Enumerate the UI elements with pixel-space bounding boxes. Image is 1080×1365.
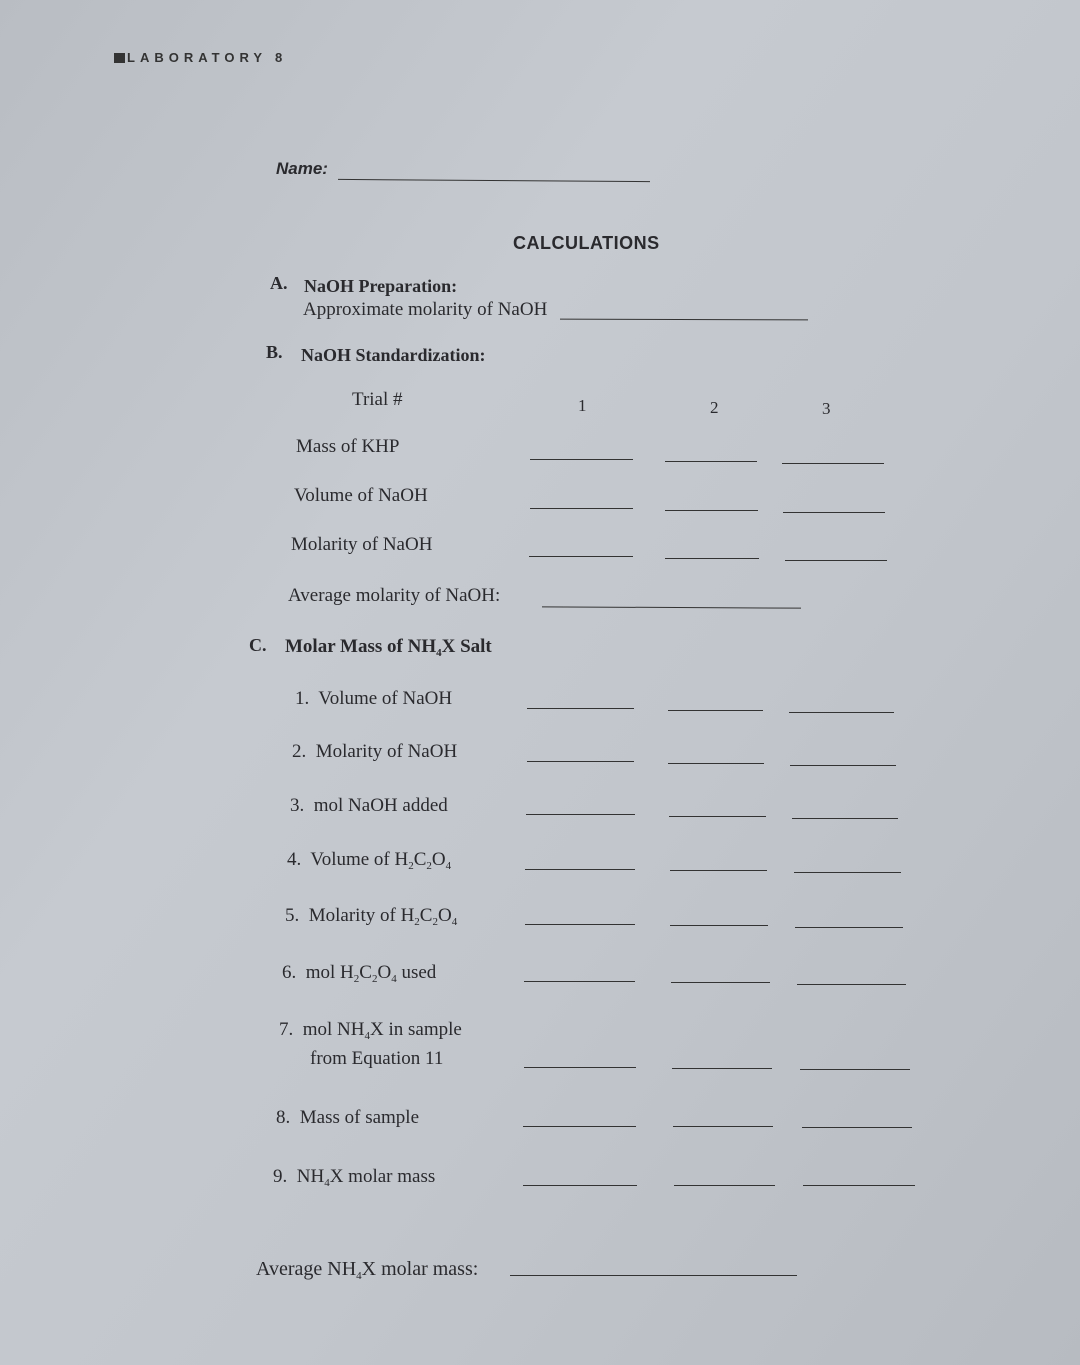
mass-khp-label: Mass of KHP xyxy=(296,436,400,457)
average-molar-mass-label: Average $NH_4X$ molar mass: xyxy=(256,1258,479,1282)
item-9-trial-1[interactable] xyxy=(523,1185,637,1186)
section-b-heading: NaOH Standardization: xyxy=(301,345,486,365)
item-2-label: 2. Molarity of NaOH xyxy=(292,741,458,762)
item-9-trial-3[interactable] xyxy=(803,1185,915,1186)
item-6-label: 6. mol $H_2C_2O_4$ used xyxy=(282,962,437,985)
item-6-trial-2[interactable] xyxy=(671,982,770,983)
item-4-trial-3[interactable] xyxy=(794,872,901,873)
section-c-heading: Molar Mass of $NH_4X$ Salt xyxy=(285,636,492,659)
lab-number: 8 xyxy=(275,50,288,65)
approx-molarity-label: Approximate molarity of NaOH xyxy=(303,299,548,320)
trial-label: Trial # xyxy=(352,389,403,410)
volume-naoh-b-trial-2[interactable] xyxy=(665,510,758,511)
item-5-trial-2[interactable] xyxy=(670,925,768,926)
volume-naoh-b-trial-1[interactable] xyxy=(530,508,633,509)
volume-naoh-b-trial-3[interactable] xyxy=(783,512,885,513)
name-field[interactable] xyxy=(338,179,650,182)
section-a-letter: A. xyxy=(270,273,288,293)
item-1-label: 1. Volume of NaOH xyxy=(295,688,453,709)
molarity-naoh-b-label: Molarity of NaOH xyxy=(291,534,433,555)
item-7-trial-2[interactable] xyxy=(672,1068,772,1069)
item-9-label: 9. $NH_4X$ molar mass xyxy=(273,1166,436,1189)
section-a-heading: NaOH Preparation: xyxy=(304,276,458,296)
trial-1-header: 1 xyxy=(578,396,587,415)
average-molarity-label: Average molarity of NaOH: xyxy=(288,585,501,606)
item-9-trial-2[interactable] xyxy=(674,1185,775,1186)
item-3-trial-1[interactable] xyxy=(526,814,635,815)
trial-2-header: 2 xyxy=(710,398,719,417)
item-3-trial-2[interactable] xyxy=(669,816,766,817)
page-title: CALCULATIONS xyxy=(513,233,660,253)
trial-3-header: 3 xyxy=(822,399,831,418)
item-8-label: 8. Mass of sample xyxy=(276,1107,420,1128)
lab-header-text: LABORATORY xyxy=(127,50,268,65)
item-4-trial-1[interactable] xyxy=(525,869,635,870)
average-molarity-field[interactable] xyxy=(542,606,801,608)
mass-khp-trial-3[interactable] xyxy=(782,463,884,464)
item-2-trial-3[interactable] xyxy=(790,765,896,766)
item-7-trial-1[interactable] xyxy=(524,1067,636,1068)
item-1-trial-1[interactable] xyxy=(527,708,634,709)
item-5-trial-3[interactable] xyxy=(795,927,903,928)
volume-naoh-b-label: Volume of NaOH xyxy=(294,485,428,506)
average-molar-mass-field[interactable] xyxy=(510,1275,797,1276)
item-5-trial-1[interactable] xyxy=(525,924,635,925)
item-4-trial-2[interactable] xyxy=(670,870,767,871)
item-1-trial-2[interactable] xyxy=(668,710,763,711)
item-6-trial-1[interactable] xyxy=(524,981,635,982)
item-2-trial-1[interactable] xyxy=(527,761,634,762)
item-3-trial-3[interactable] xyxy=(792,818,898,819)
item-8-trial-1[interactable] xyxy=(523,1126,636,1127)
mass-khp-trial-1[interactable] xyxy=(530,459,633,460)
name-label: Name: xyxy=(276,159,328,178)
mass-khp-trial-2[interactable] xyxy=(665,461,757,462)
lab-header xyxy=(114,50,287,65)
section-b-letter: B. xyxy=(266,342,283,362)
section-c-letter: C. xyxy=(249,635,267,655)
item-8-trial-2[interactable] xyxy=(673,1126,773,1127)
item-3-label: 3. mol NaOH added xyxy=(290,795,448,816)
molarity-naoh-b-trial-3[interactable] xyxy=(785,560,887,561)
molarity-naoh-b-trial-1[interactable] xyxy=(529,556,633,557)
item-2-trial-2[interactable] xyxy=(668,763,764,764)
item-1-trial-3[interactable] xyxy=(789,712,894,713)
molarity-naoh-b-trial-2[interactable] xyxy=(665,558,759,559)
item-7-trial-3[interactable] xyxy=(800,1069,910,1070)
approx-molarity-field[interactable] xyxy=(560,319,808,321)
item-8-trial-3[interactable] xyxy=(802,1127,912,1128)
item-4-label: 4. Volume of $H_2C_2O_4$ xyxy=(287,849,452,872)
item-7-label-line2: from Equation 11 xyxy=(310,1048,444,1069)
square-icon xyxy=(114,53,125,63)
item-5-label: 5. Molarity of $H_2C_2O_4$ xyxy=(285,905,458,928)
item-7-label: 7. mol $NH_4X$ in sample xyxy=(279,1019,462,1042)
item-6-trial-3[interactable] xyxy=(797,984,906,985)
